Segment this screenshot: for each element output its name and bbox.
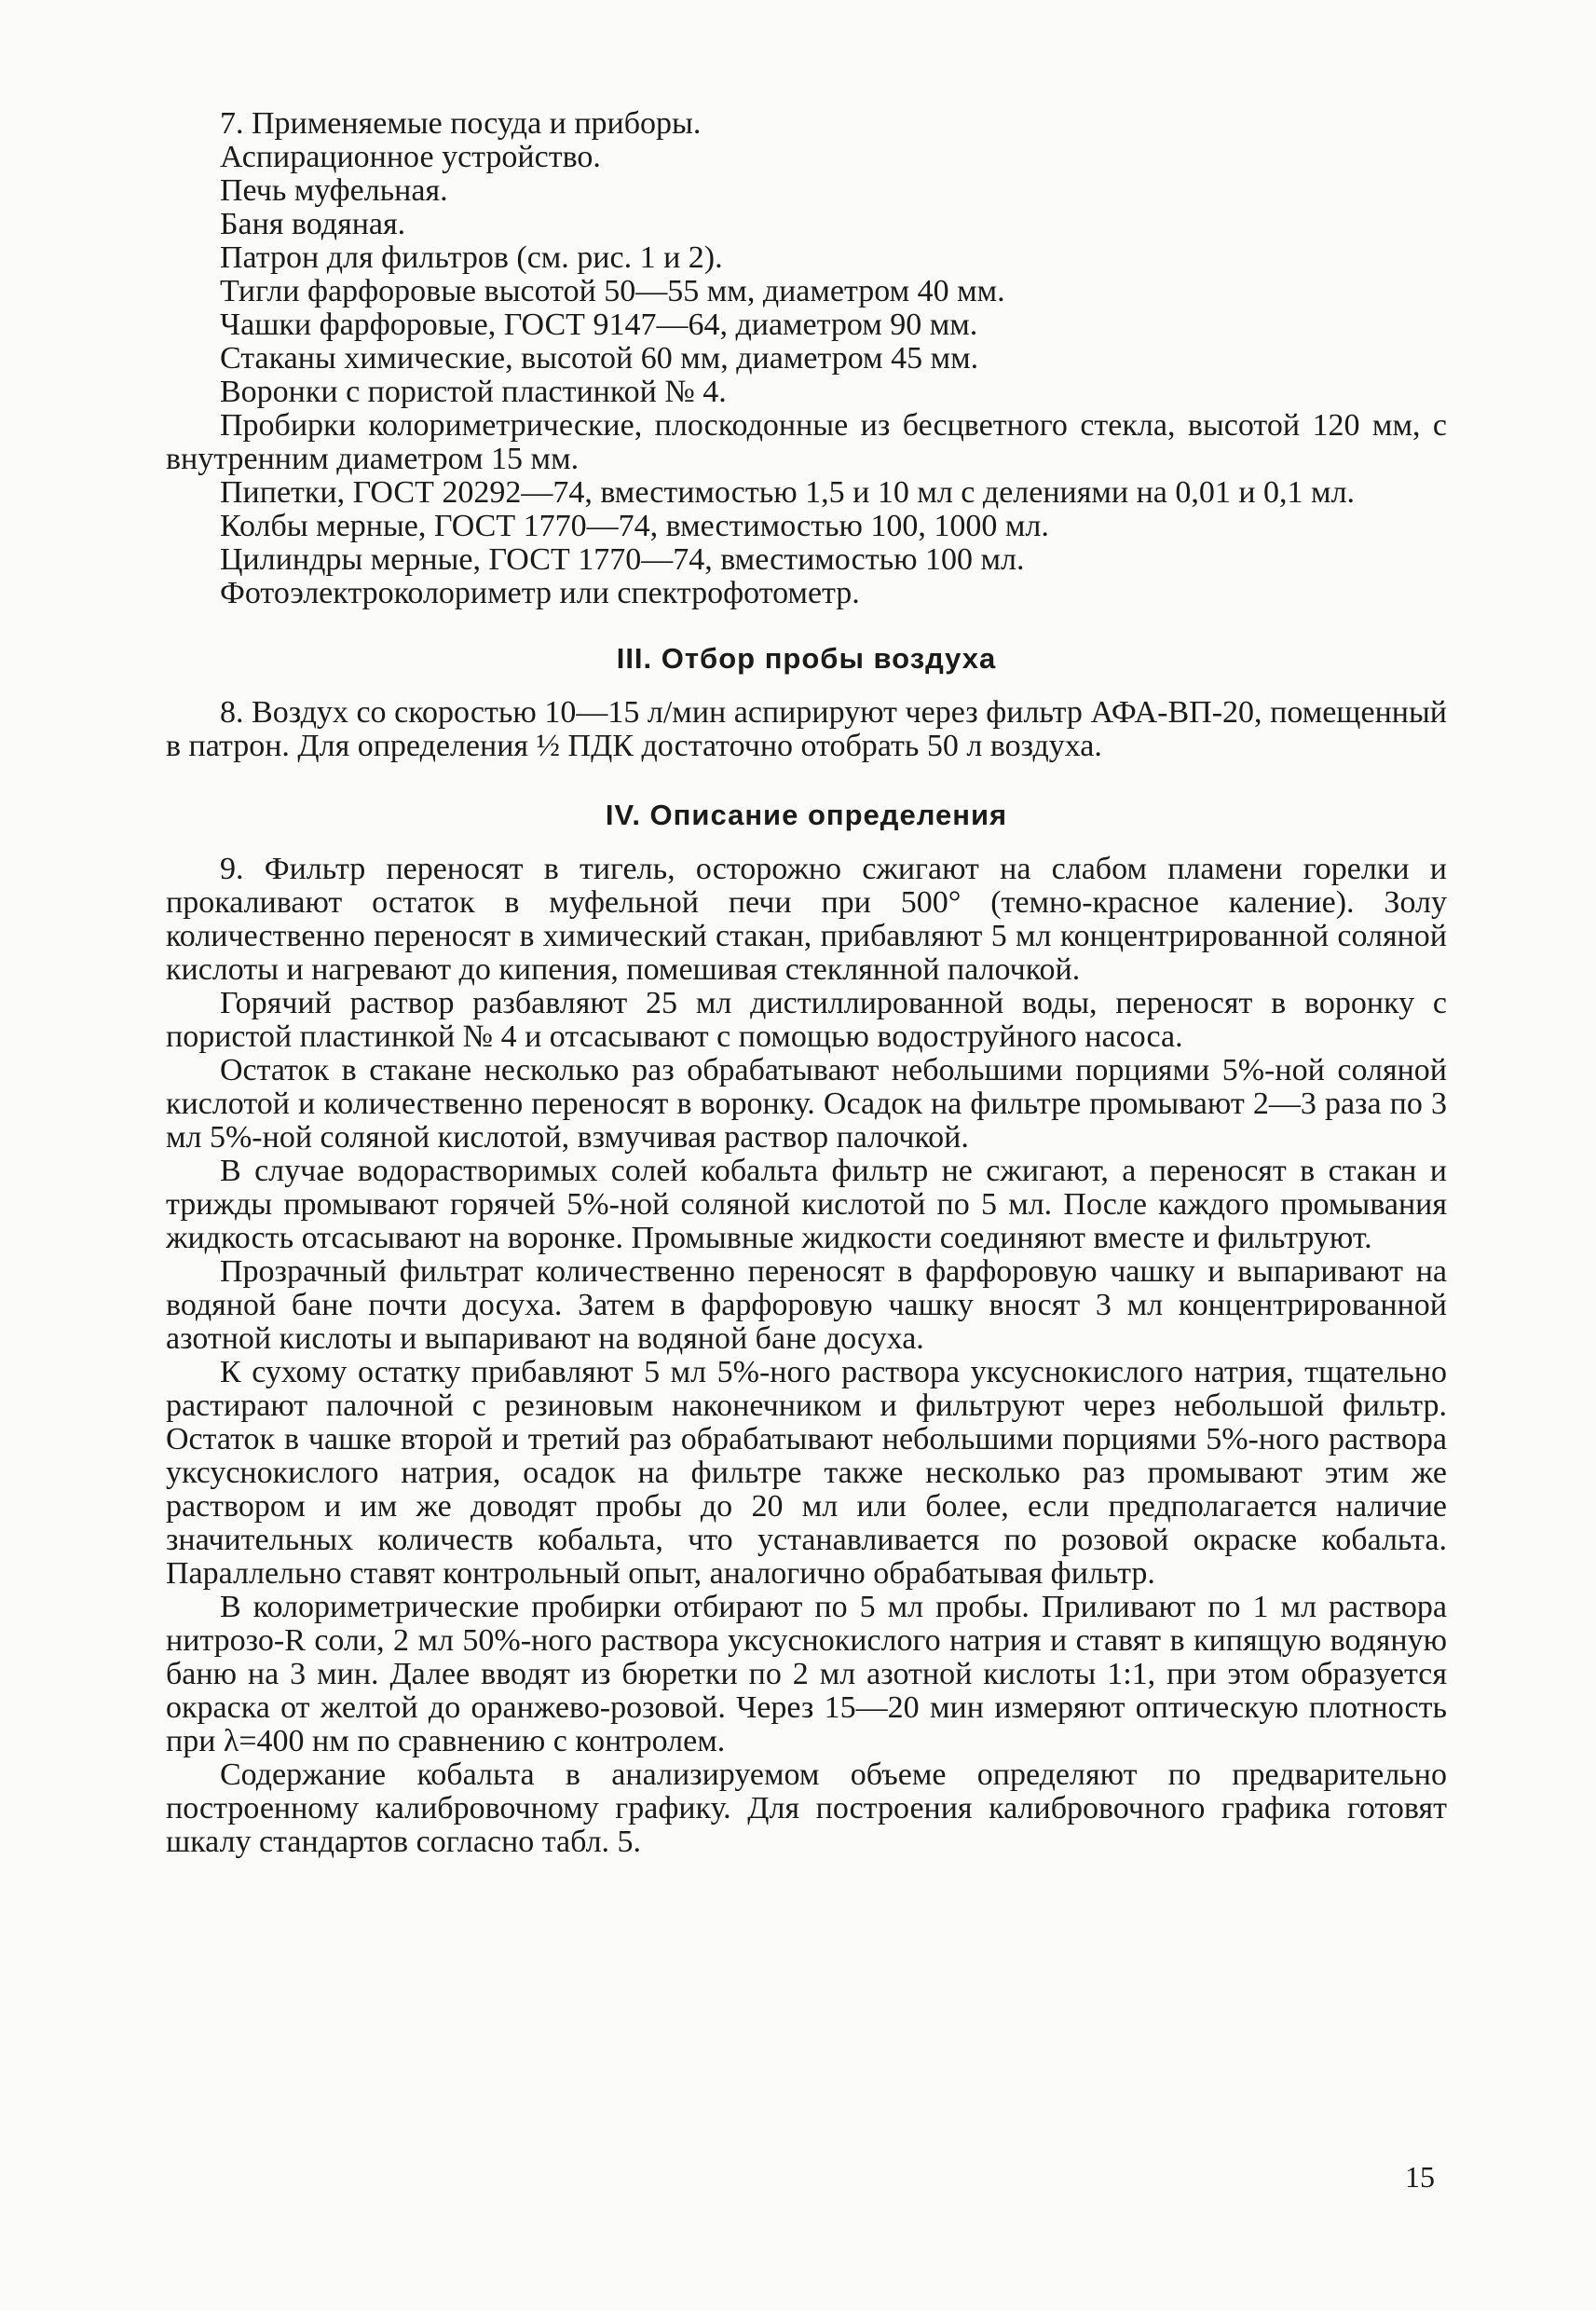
paragraph-air-sampling: 8. Воздух со скоростью 10—15 л/мин аспирируют через фильтр АФА-ВП-20, помещенный в патрон. Для определения ½ ПДК достаточно отобрать 50 л воздуха.: [166, 695, 1447, 763]
procedure-paragraph: 9. Фильтр переносят в тигель, осторожно сжигают на слабом пламени горелки и прокаливают остаток в муфельной печи при 500° (темно-красное каление). Золу количественно переносят в химический стакан, прибавляют 5 мл концентрированной соляной кислоты и нагревают до кипения, помешивая стеклянной палочкой.: [166, 852, 1447, 987]
equipment-section-title: 7. Применяемые посуда и приборы.: [220, 106, 702, 141]
equipment-item: Печь муфельная.: [220, 173, 448, 208]
equipment-list: [166, 107, 1447, 409]
equipment-item: Аспирационное устройство.: [220, 140, 601, 174]
section-heading-air-sampling: III. Отбор пробы воздуха: [616, 642, 997, 675]
procedure-paragraph: В случае водорастворимых солей кобальта фильтр не сжигают, а переносят в стакан и трижды промывают горячей 5%-ной соляной кислотой по 5 мл. После каждого промывания жидкость отсасывают на воронке. Промывные жидкости соединяют вместе и фильтруют.: [166, 1154, 1447, 1255]
procedure-paragraph: К сухому остатку прибавляют 5 мл 5%-ного раствора уксуснокислого натрия, тщательно растирают палочной с резиновым наконечником и фильтруют через небольшой фильтр. Остаток в чашке второй и третий раз обрабатывают небольшими порциями 5%-ного раствора уксуснокислого натрия, осадок на фильтре также несколько раз промывают этим же раствором и им же доводят пробы до 20 мл или более, если предполагается наличие значительных количеств кобальта, что устанавливается по розовой окраске кобальта. Параллельно ставят контрольный опыт, аналогично обрабатывая фильтр.: [166, 1355, 1447, 1591]
procedure-paragraph: Горячий раствор разбавляют 25 мл дистиллированной воды, переносят в воронку с пористой пластинкой № 4 и отсасывают с помощью водоструйного насоса.: [166, 986, 1447, 1054]
procedure-paragraph: Прозрачный фильтрат количественно переносят в фарфоровую чашку и выпаривают на водяной бане почти досуха. Затем в фарфоровую чашку вносят 3 мл концентрированной азотной кислоты и выпаривают на водяной бане досуха.: [166, 1254, 1447, 1356]
equipment-item: Чашки фарфоровые, ГОСТ 9147—64, диаметром 90 мм.: [220, 308, 978, 342]
equipment-item: Тигли фарфоровые высотой 50—55 мм, диаметром 40 мм.: [220, 274, 1005, 308]
procedure-paragraph: Остаток в стакане несколько раз обрабатывают небольшими порциями 5%-ной соляной кислотой и количественно переносят в воронку. Осадок на фильтре промывают 2—3 раза по 3 мл 5%-ной соляной кислотой, взмучивая раствор палочкой.: [166, 1053, 1447, 1155]
page-text: [166, 107, 1447, 1859]
equipment-item: Стаканы химические, высотой 60 мм, диаметром 45 мм.: [220, 341, 979, 376]
equipment-cylinders: Цилиндры мерные, ГОСТ 1770—74, вместимостью 100 мл.: [220, 542, 1025, 577]
equipment-item: Воронки с пористой пластинкой № 4.: [220, 375, 727, 409]
page-number: 15: [1405, 2160, 1435, 2194]
procedure-paragraph: В колориметрические пробирки отбирают по 5 мл пробы. Приливают по 1 мл раствора нитрозо-R соли, 2 мл 50%-ного раствора уксуснокислого натрия и ставят в кипящую водяную баню на 3 мин. Далее вводят из бюретки по 2 мл азотной кислоты 1:1, при этом образуется окраска от желтой до оранжево-розовой. Через 15—20 мин измеряют оптическую плотность при λ=400 нм по сравнению с контролем.: [166, 1590, 1447, 1758]
procedure-paragraph: Содержание кобальта в анализируемом объеме определяют по предварительно построенному калибровочному графику. Для построения калибровочного графика готовят шкалу стандартов согласно табл. 5.: [166, 1757, 1447, 1859]
section-heading-procedure: IV. Описание определения: [605, 799, 1008, 831]
equipment-flasks: Колбы мерные, ГОСТ 1770—74, вместимостью 100, 1000 мл.: [220, 509, 1049, 543]
equipment-pipettes: Пипетки, ГОСТ 20292—74, вместимостью 1,5 и 10 мл с делениями на 0,01 и 0,1 мл.: [220, 475, 1356, 510]
equipment-tubes: Пробирки колориметрические, плоскодонные из бесцветного стекла, высотой 120 мм, с внутренним диаметром 15 мм.: [166, 408, 1447, 476]
equipment-item: Патрон для фильтров (см. рис. 1 и 2).: [220, 240, 723, 275]
equipment-item: Баня водяная.: [220, 207, 406, 241]
equipment-photometer: Фотоэлектроколориметр или спектрофотометр.: [220, 576, 860, 610]
